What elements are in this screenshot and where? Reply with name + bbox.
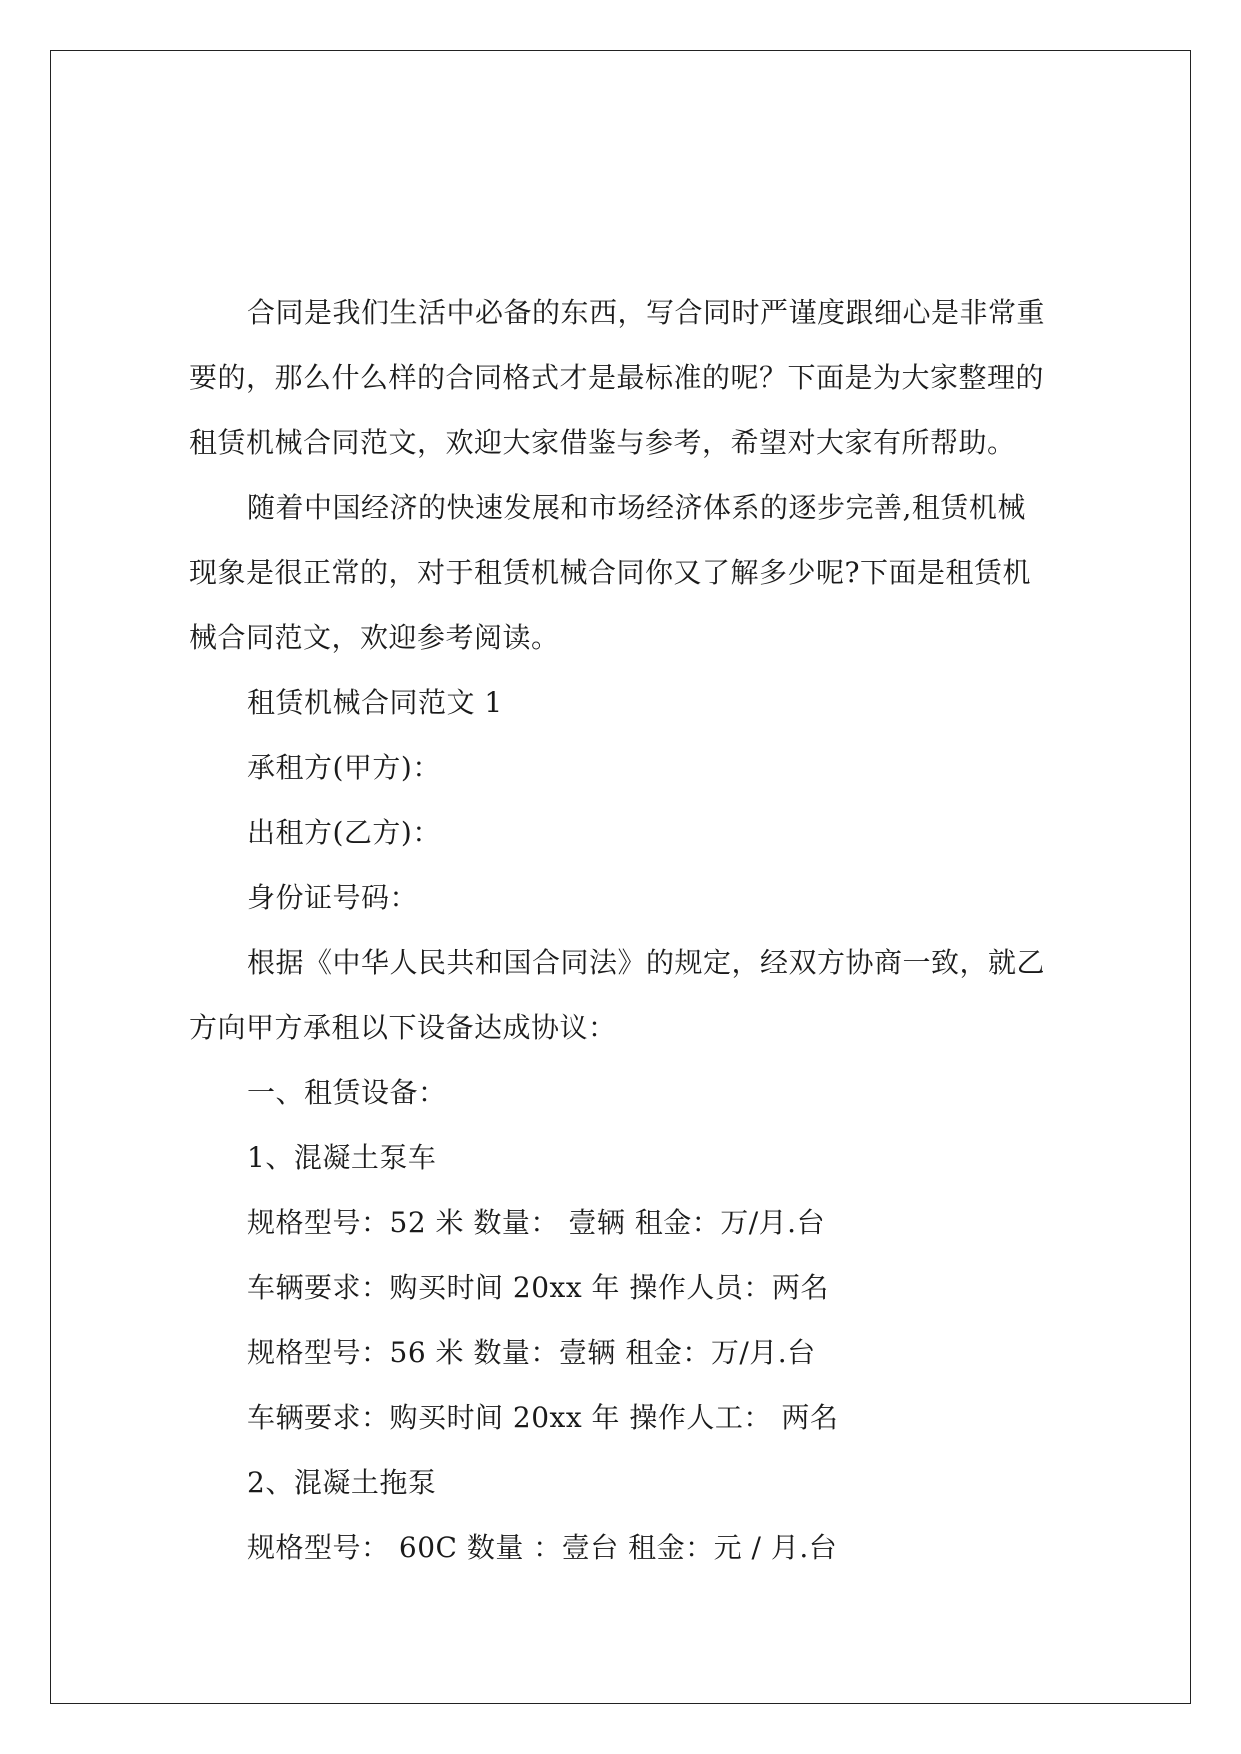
text-line: 1、混凝土泵车 — [247, 1141, 437, 1174]
text-line: 根据《中华人民共和国合同法》的规定，经双方协商一致，就乙 — [247, 946, 1046, 979]
text-line: 现象是很正常的，对于租赁机械合同你又了解多少呢?下面是租赁机 — [189, 556, 1032, 589]
text-line: 承租方(甲方)： — [247, 751, 441, 784]
document-body — [189, 280, 1059, 1580]
text-line: 规格型号： 60C 数量 ：壹台 租金：元 / 月.台 — [247, 1531, 838, 1564]
text-line: 一、租赁设备： — [247, 1076, 447, 1109]
text-line: 2、混凝土拖泵 — [247, 1466, 437, 1499]
text-line: 租赁机械合同范文，欢迎大家借鉴与参考，希望对大家有所帮助。 — [189, 426, 1016, 459]
text-line: 随着中国经济的快速发展和市场经济体系的逐步完善,租赁机械 — [247, 491, 1026, 524]
section-heading: 租赁机械合同范文 1 — [247, 686, 503, 719]
text-line: 械合同范文，欢迎参考阅读。 — [189, 621, 560, 654]
text-line: 要的，那么什么样的合同格式才是最标准的呢？下面是为大家整理的 — [189, 361, 1045, 394]
text-line: 合同是我们生活中必备的东西，写合同时严谨度跟细心是非常重 — [247, 296, 1046, 329]
text-line: 出租方(乙方)： — [247, 816, 441, 849]
text-line: 车辆要求：购买时间 20xx 年 操作人工： 两名 — [247, 1401, 839, 1434]
text-line: 方向甲方承租以下设备达成协议： — [189, 1011, 617, 1044]
text-line: 身份证号码： — [247, 881, 419, 914]
text-line: 规格型号：56 米 数量：壹辆 租金：万/月.台 — [247, 1336, 816, 1369]
text-line: 规格型号：52 米 数量： 壹辆 租金：万/月.台 — [247, 1206, 826, 1239]
text-line: 车辆要求：购买时间 20xx 年 操作人员：两名 — [247, 1271, 829, 1304]
